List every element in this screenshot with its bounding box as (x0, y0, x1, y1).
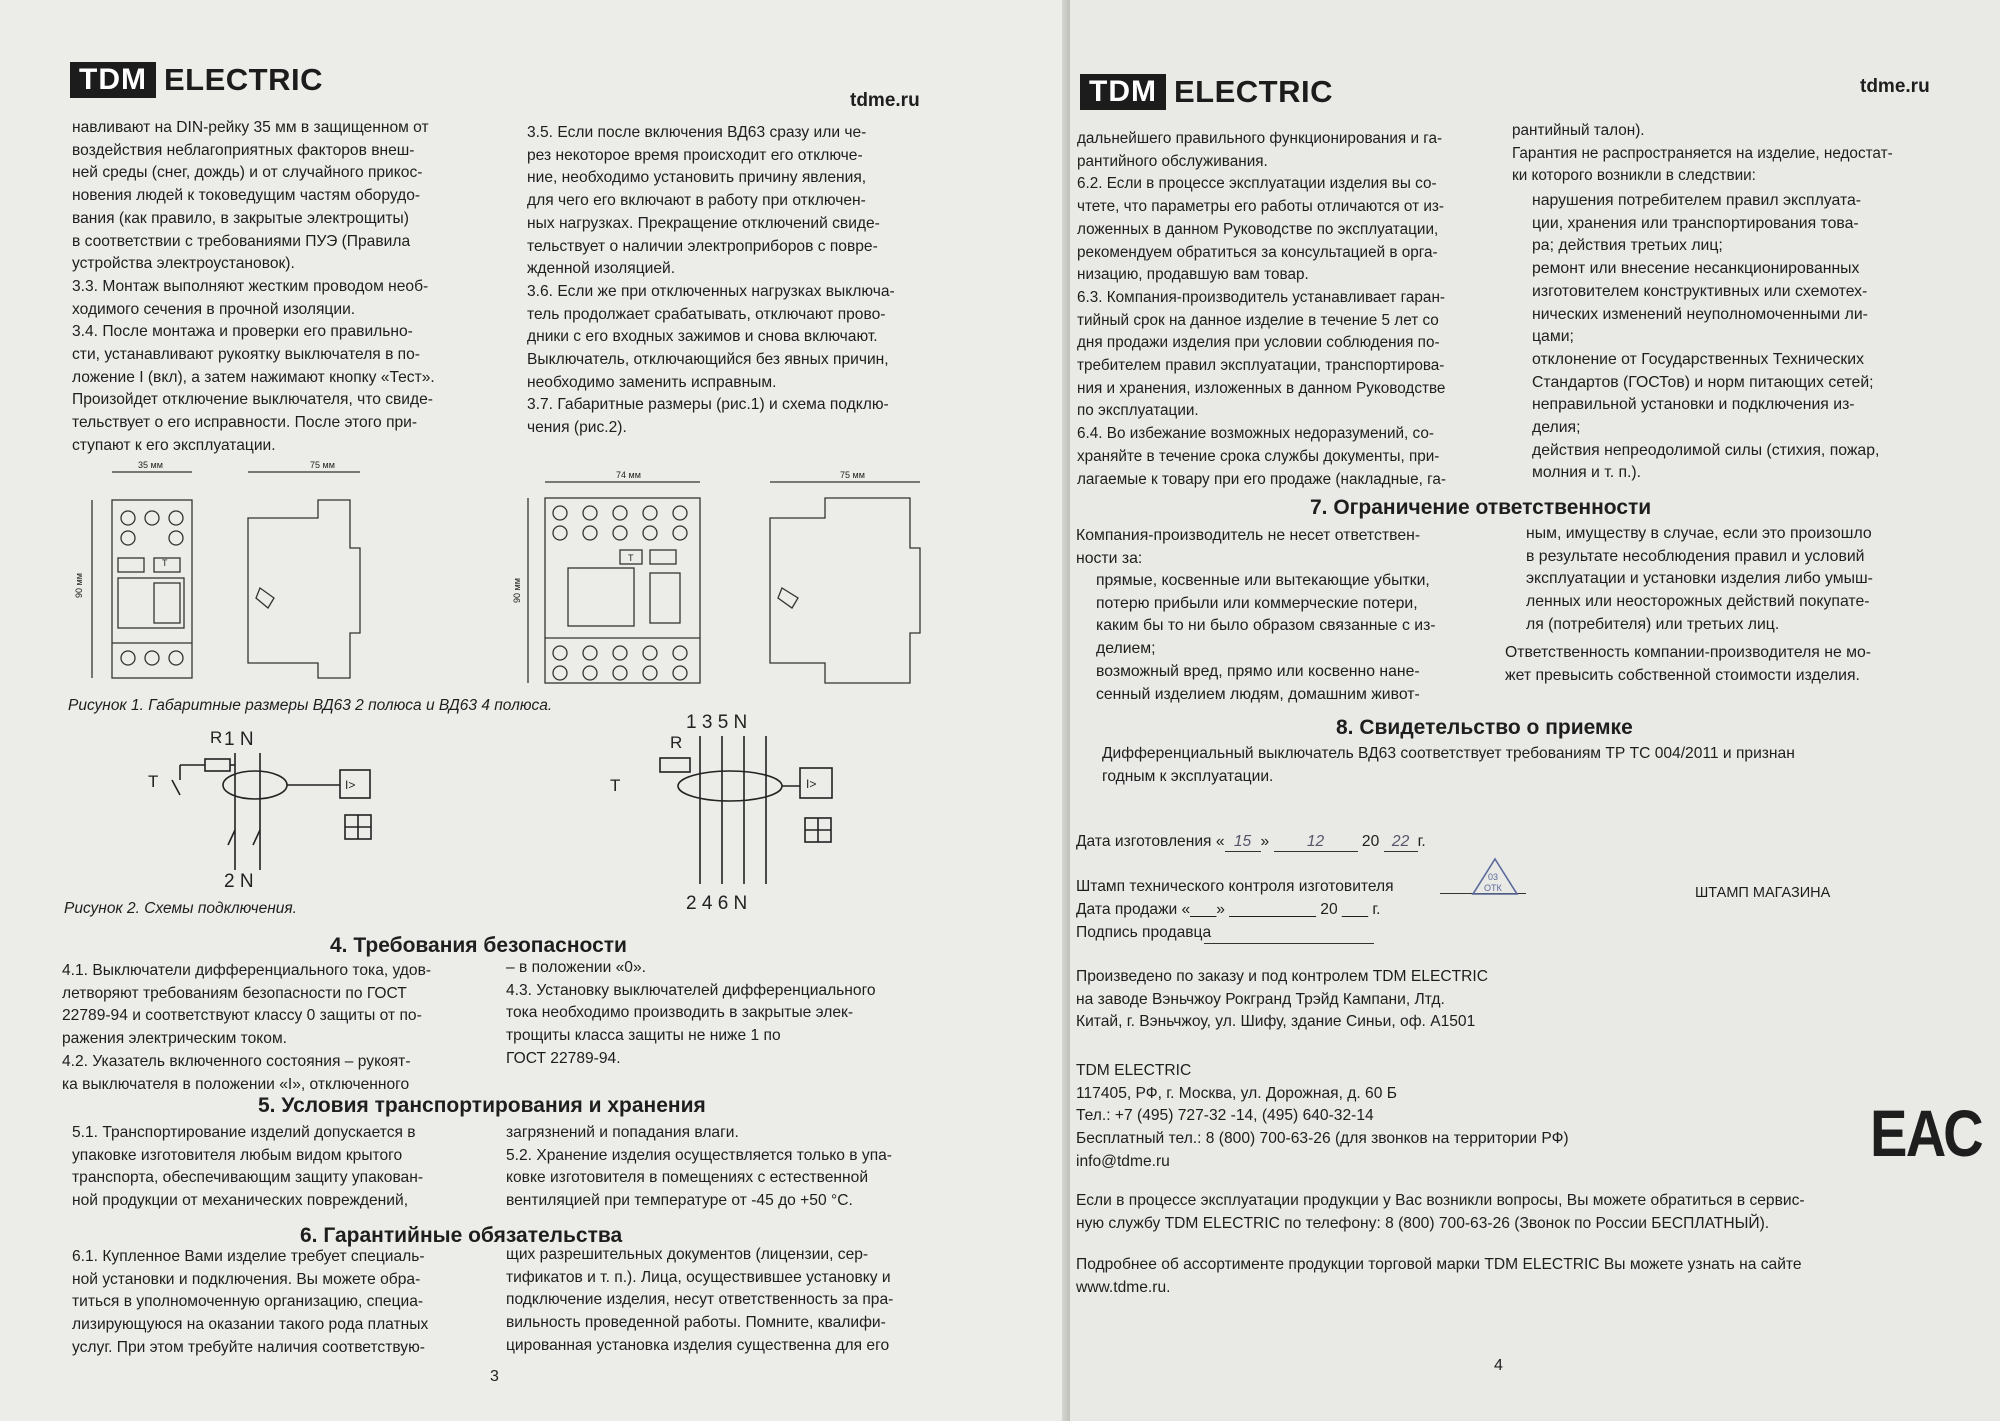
section-7-col2-b: Ответственность компании-производителя не мо- жет превысить собственной стоимости изделия. (1505, 644, 1872, 684)
tdm-logo (70, 60, 323, 100)
mfg-end: г. (1417, 833, 1426, 850)
p4-col2-top-a: рантийный талон). Гарантия не распространяется на изделие, недостат- ки которого возникли в следствии: (1512, 122, 1893, 185)
p3-col1-intro: навливают на DIN-рейку 35 мм в защищенном от воздействия неблагоприятных факторов внеш- ней среды (снег, дождь) и от случайного прикос- новения людей к токоведущим частям оборудо- вания (как правило, в закрытые электрощиты) в соответствии с требованиями ПУЭ (Правила устройства электроустановок). 3.3. Монтаж выполняют жестким проводом необ- ходимого сечения в прочной изоляции. 3.4. После монтажа и проверки его правильно- сти, устанавливают рукоятку выключателя в по- ложение I (вкл), а затем нажимают кнопку «Тест». Произойдет отключение выключателя, что свиде- тельствует о его исправности. После этого при- ступают к его эксплуатации. (72, 119, 435, 454)
test-label-2p: T (162, 558, 168, 568)
page-4 (1070, 0, 2000, 1421)
figure-2-scheme-2p (140, 715, 400, 895)
stamp-otk: ОТК (1484, 883, 1502, 893)
test-label-4p: T (628, 553, 634, 563)
mfg-year-prefix: 20 (1361, 833, 1380, 850)
otk-stamp (1470, 856, 1520, 898)
stamp-number: 03 (1488, 872, 1499, 882)
service-info: Если в процессе эксплуатации продукции у Вас возникли вопросы, Вы можете обратиться в сервис- ную службу TDM ELECTRIC по телефону: 8 (800) 700-63-26 (Звонок по России БЕСПЛАТНЫЙ). (1076, 1192, 1805, 1232)
section-4-title: 4. Требования безопасности (330, 934, 627, 957)
manufacture-date (1076, 833, 1426, 852)
section-5-col1: 5.1. Транспортирование изделий допускается в упаковке изготовителя любым видом крытого транспорта, обеспечивающим защиту упакован- ной продукции от механических повреждений, (72, 1124, 424, 1210)
logo-box: TDM (70, 62, 156, 98)
figure-2-scheme-4p (600, 706, 860, 916)
dim-75-2p: 75 мм (310, 460, 335, 470)
section-7-col1-b: прямые, косвенные или вытекающие убытки, потерю прибыли или коммерческие потери, каким бы то ни было образом связанные с из- делием; возможный вред, прямо или косвенно нане- сенный изделием людям, домашним живот- (1096, 572, 1436, 703)
scheme-rcd-4p: I> (806, 777, 817, 791)
scheme-t-4p: T (610, 776, 621, 795)
site-url-p4: tdme.ru (1860, 76, 1930, 97)
shop-stamp-label: ШТАМП МАГАЗИНА (1695, 885, 1831, 901)
scheme-bot-4p: 2 4 6 N (686, 893, 748, 914)
mfg-label: Дата изготовления « (1076, 833, 1225, 850)
assortment-info: Подробнее об ассортименте продукции торговой марки TDM ELECTRIC Вы можете узнать на сайте www.tdme.ru. (1076, 1256, 1802, 1296)
figure-1-caption: Рисунок 1. Габаритные размеры ВД63 2 полюса и ВД63 4 полюса. (68, 697, 553, 714)
dim-74: 74 мм (616, 470, 641, 480)
tdm-logo-p4 (1080, 72, 1333, 112)
scheme-top-4p: 1 3 5 N (686, 712, 748, 733)
section-4-col1: 4.1. Выключатели дифференциального тока, удов- летворяют требованиям безопасности по ГОСТ 22789-94 и соответствуют классу 0 защиты от по- ражения электрическим током. 4.2. Указатель включенного состояния – рукоят- ка выключателя в положении «I», отключенного (62, 962, 432, 1093)
logo-text-p4: ELECTRIC (1173, 74, 1333, 109)
dim-90-2p: 90 мм (74, 573, 84, 598)
figure-1-dimensions (60, 458, 740, 688)
p4-col1-top: дальнейшего правильного функционирования и га- рантийного обслуживания. 6.2. Если в процессе эксплуатации изделия вы со- чтете, что параметры его работы отличаются от из- ложенных в данном Руководстве по эксплуатации, рекомендуем обратиться за консультацией в орга- низацию, продавшую вам товар. 6.3. Компания-производитель устанавливает гаран- тийный срок на данное изделие в течение 5 лет со дня продажи изделия при условии соблюдения по- требителем правил эксплуатации, транспортирова- ния и хранения, изложенных в данном Руководстве по эксплуатации. 6.4. Во избежание возможных недоразумений, со- храняйте в течение срока службы документы, при- лагаемые к товару при его продаже (накладные, га- (1077, 130, 1446, 488)
figure-2-caption: Рисунок 2. Схемы подключения. (64, 900, 297, 917)
seller-signature-label: Подпись продавца (1076, 924, 1212, 941)
sale-date: Дата продажи «___» __________ 20 ___ г. (1076, 901, 1381, 918)
section-8-title: 8. Свидетельство о приемке (1336, 716, 1633, 739)
dim-90-4p: 90 мм (512, 578, 522, 603)
scheme-top-2p: 1 N (224, 729, 254, 750)
logo-box-p4: TDM (1080, 74, 1166, 110)
section-5-title: 5. Условия транспортирования и хранения (258, 1094, 706, 1117)
logo-text: ELECTRIC (163, 62, 323, 97)
produced-by: Произведено по заказу и под контролем TDM ELECTRIC на заводе Вэньчжоу Рокгранд Трэйд Кампани, Лтд. Китай, г. Вэньчжоу, ул. Шифу, здание Синьи, оф. А1501 (1076, 968, 1489, 1031)
section-6-col1: 6.1. Купленное Вами изделие требует специаль- ной установки и подключения. Вы можете обра- титься в уполномоченную организацию, специа- лизирующуюся на оказании такого рода платных услуг. При этом требуйте наличия соответствую- (72, 1248, 429, 1356)
eac-mark: ЕАС (1870, 1096, 1982, 1170)
page-number-4: 4 (1494, 1357, 1503, 1374)
page-number-3: 3 (490, 1368, 499, 1385)
scheme-r-4p: R (670, 733, 683, 752)
section-7-col2: ным, имуществу в случае, если это произошло в результате несоблюдения правил и условий эксплуатации и установки изделия либо умыш- ленных или неосторожных действий покупате- ля (потребителя) или третьих лиц. (1526, 525, 1873, 633)
mfg-day: 15 (1225, 833, 1261, 852)
section-5-col2: загрязнений и попадания влаги. 5.2. Хранение изделия осуществляется только в упа- ковке изготовителя в помещениях с естественной вентиляцией при температуре от -45 до +50 °С. (506, 1124, 892, 1210)
p3-col2-intro: 3.5. Если после включения ВД63 сразу или че- рез некоторое время происходит его отключе- ние, необходимо установить причину явления, для чего его включают в работу при отключен- ных нагрузках. Прекращение отключений свиде- тельствует о наличии электроприборов с повре- жденной изоляцией. 3.6. Если же при отключенных нагрузках выключа- тель продолжает срабатывать, отключают прово- дники с его входных зажимов и снова включают. Выключатель, отключающийся без явных причин, необходимо заменить исправным. 3.7. Габаритные размеры (рис.1) и схема подклю- чения (рис.2). (527, 124, 895, 437)
mfg-year: 22 (1384, 833, 1418, 852)
mfg-month: 12 (1274, 833, 1358, 852)
company-contacts: TDM ELECTRIC 117405, РФ, г. Москва, ул. Дорожная, д. 60 Б Тел.: +7 (495) 727-32 -14, (495) 640-32-14 Бесплатный тел.: 8 (800) 700-63-26 (для звонков на территории РФ) info@tdme.ru (1076, 1062, 1569, 1170)
mfg-mid: » (1260, 833, 1270, 850)
site-url: tdme.ru (850, 90, 920, 111)
scheme-t-2p: T (148, 772, 159, 791)
scheme-rcd-2p: I> (345, 778, 356, 792)
dim-35: 35 мм (138, 460, 163, 470)
figure-1-side-4p (760, 458, 940, 688)
dim-75-4p: 75 мм (840, 470, 865, 480)
scheme-r-2p: R (210, 728, 223, 747)
seller-signature-line (1204, 943, 1374, 944)
scheme-bot-2p: 2 N (224, 871, 254, 892)
section-6-title: 6. Гарантийные обязательства (300, 1224, 623, 1247)
stamp-label: Штамп технического контроля изготовителя (1076, 878, 1394, 895)
section-7-title: 7. Ограничение ответственности (1310, 496, 1652, 519)
p4-col2-top-b: нарушения потребителем правил эксплуата- ции, хранения или транспортирования това- ра; действия третьих лиц; ремонт или внесение несанкционированных изготовителем конструктивных или схемотех- нических изменений неуполномоченными ли- цами; отклонение от Государственных Технических Стандартов (ГОСТов) и норм питающих сетей; неправильной установки и подключения из- делия; действия непреодолимой силы (стихия, пожар, молния и т. п.). (1532, 192, 1880, 482)
section-6-col2: щих разрешительных документов (лицензии, сер- тификатов и т. п.). Лица, осуществившее установку и подключение изделия, несут ответственность за пра- вильность проведенной работы. Помните, квалифи- цированная установка изделия существенна для его (506, 1246, 894, 1354)
section-4-col2: – в положении «0». 4.3. Установку выключателей дифференциального тока необходимо производить в закрытые элек- трощиты класса защиты не ниже 1 по ГОСТ 22789-94. (506, 959, 876, 1067)
section-8-text: Дифференциальный выключатель ВД63 соответствует требованиям ТР ТС 004/2011 и признан годным к эксплуатации. (1102, 745, 1795, 785)
section-7-col1-a: Компания-производитель не несет ответствен- ности за: (1076, 527, 1421, 567)
